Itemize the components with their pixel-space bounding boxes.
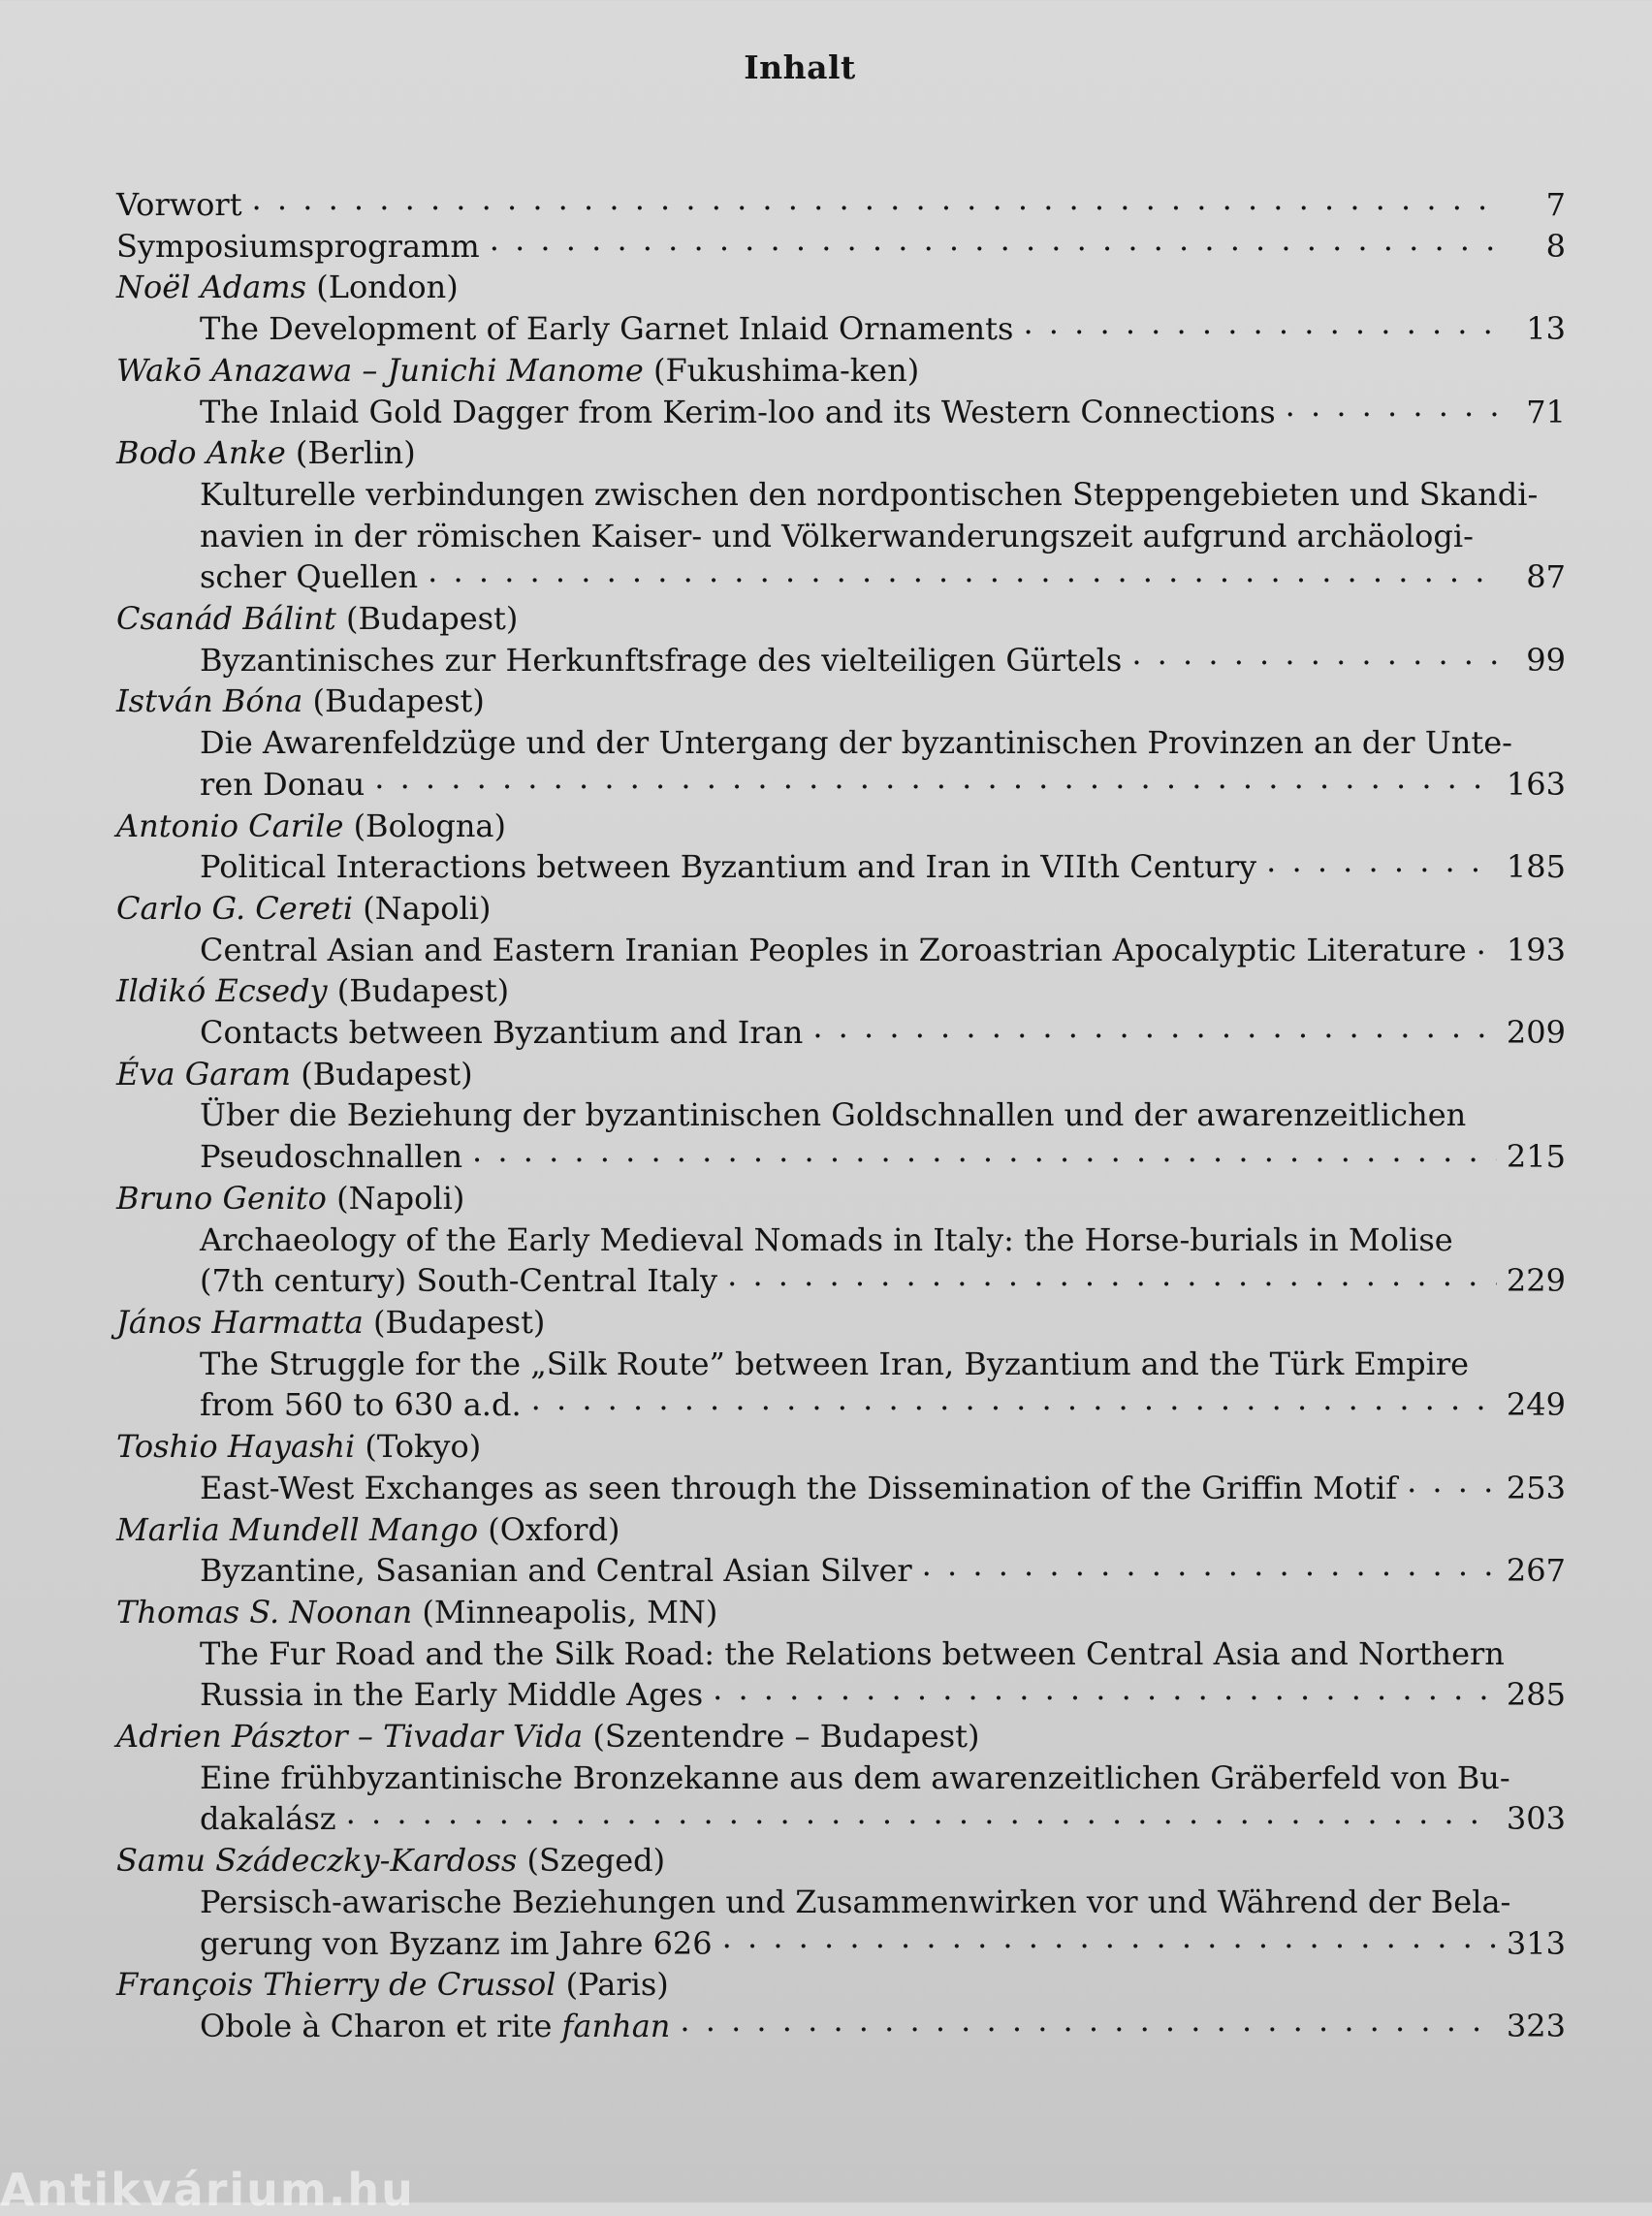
page-number: 215 bbox=[1506, 1138, 1566, 1176]
entry-title: Eine frühbyzantinische Bronzekanne aus dem awarenzeitlichen Gräberfeld von Bu- bbox=[200, 1758, 1510, 1796]
author-name: Carlo G. Cereti bbox=[116, 889, 354, 927]
toc-author-line bbox=[116, 1840, 1566, 1882]
entry-title: Persisch-awarische Beziehungen und Zusammenwirken vor und Während der Bela- bbox=[200, 1883, 1511, 1920]
toc-title-line bbox=[116, 1094, 1566, 1136]
author-name: Toshio Hayashi bbox=[116, 1428, 356, 1466]
author-name: Csanád Bálint bbox=[116, 600, 336, 638]
toc-author-line bbox=[116, 1592, 1566, 1633]
page-number: 193 bbox=[1506, 931, 1566, 968]
toc-title-line bbox=[116, 1219, 1566, 1261]
dot-leader bbox=[722, 1932, 1497, 1963]
dot-leader bbox=[490, 236, 1498, 267]
page-number: 87 bbox=[1526, 558, 1566, 596]
author-place: (Fukushima-ken) bbox=[652, 351, 920, 389]
author-place: (Budapest) bbox=[312, 682, 485, 720]
entry-title: Die Awarenfeldzüge und der Untergang der byzantinischen Provinzen an der Unte- bbox=[200, 724, 1512, 762]
dot-leader bbox=[531, 1394, 1497, 1425]
dot-leader bbox=[1023, 318, 1498, 349]
page-number: 267 bbox=[1506, 1552, 1566, 1590]
author-name: Wakō Anazawa – Junichi Manome bbox=[116, 351, 644, 389]
entry-title: The Inlaid Gold Dagger from Kerim-loo and its Western Connections bbox=[200, 393, 1276, 430]
author-name: Noël Adams bbox=[116, 269, 307, 306]
page-number: 163 bbox=[1506, 765, 1566, 803]
author-place: (Tokyo) bbox=[365, 1428, 482, 1466]
toc-title-line bbox=[116, 474, 1566, 516]
entry-title: gerung von Byzanz im Jahre 626 bbox=[200, 1924, 713, 1962]
author-place: (Napoli) bbox=[336, 1179, 465, 1217]
dot-leader bbox=[922, 1560, 1497, 1591]
toc-title-line bbox=[116, 1550, 1566, 1592]
toc-title-line bbox=[116, 1674, 1566, 1716]
toc-title-line bbox=[116, 1260, 1566, 1302]
entry-title: The Struggle for the „Silk Route” between Iran, Byzantium and the Türk Empire bbox=[200, 1345, 1470, 1382]
dot-leader bbox=[1131, 649, 1498, 681]
dot-leader bbox=[472, 1146, 1497, 1177]
author-name: Samu Szádeczky-Kardoss bbox=[116, 1842, 518, 1880]
author-place: (Oxford) bbox=[488, 1510, 620, 1548]
toc-author-line bbox=[116, 1426, 1566, 1468]
dot-leader bbox=[374, 774, 1497, 805]
entry-title: (7th century) South-Central Italy bbox=[200, 1262, 718, 1300]
toc-front-entry bbox=[116, 226, 1566, 268]
author-name: Bodo Anke bbox=[116, 434, 286, 472]
author-place: (Szeged) bbox=[526, 1842, 666, 1880]
toc-title-line bbox=[116, 516, 1566, 557]
entry-title: navien in der römischen Kaiser- und Völkerwanderungszeit aufgrund archäologi- bbox=[200, 517, 1474, 554]
toc-title-line bbox=[116, 392, 1566, 433]
entry-title: Über die Beziehung der byzantinischen Goldschnallen und der awarenzeitlichen bbox=[200, 1096, 1467, 1134]
toc-title-line bbox=[116, 556, 1566, 598]
entry-title: The Fur Road and the Silk Road: the Relations between Central Asia and Northern bbox=[200, 1634, 1505, 1672]
author-place: (London) bbox=[316, 269, 459, 306]
dot-leader bbox=[680, 2015, 1497, 2046]
author-place: (Paris) bbox=[565, 1966, 669, 2004]
toc-author-line bbox=[116, 681, 1566, 722]
author-name: Thomas S. Noonan bbox=[116, 1593, 413, 1630]
toc-title-line bbox=[116, 640, 1566, 681]
entry-title: Pseudoschnallen bbox=[200, 1138, 463, 1176]
toc-front-entry bbox=[116, 184, 1566, 226]
page-number: 99 bbox=[1526, 641, 1566, 679]
toc-author-line bbox=[116, 1054, 1566, 1095]
toc-title-line bbox=[116, 1923, 1566, 1965]
table-of-contents bbox=[116, 184, 1566, 2047]
dot-leader bbox=[1407, 1477, 1497, 1508]
toc-title-line bbox=[116, 1136, 1566, 1178]
page-number: 7 bbox=[1545, 186, 1566, 223]
toc-title-line bbox=[116, 1468, 1566, 1509]
toc-title-line bbox=[116, 2006, 1566, 2047]
toc-author-line bbox=[116, 1716, 1566, 1757]
toc-title-line bbox=[116, 1384, 1566, 1426]
author-place: (Budapest) bbox=[301, 1055, 473, 1092]
author-place: (Budapest) bbox=[346, 600, 519, 638]
page-number: 8 bbox=[1545, 227, 1566, 265]
entry-title: Symposiumsprogramm bbox=[116, 227, 480, 265]
entry-title: Vorwort bbox=[116, 186, 242, 223]
author-name: István Bóna bbox=[116, 682, 303, 720]
entry-title: Central Asian and Eastern Iranian Peoples in Zoroastrian Apocalyptic Literature bbox=[200, 931, 1467, 968]
toc-author-line bbox=[116, 1178, 1566, 1219]
toc-title-line bbox=[116, 1344, 1566, 1385]
entry-title: Byzantinisches zur Herkunftsfrage des vielteiligen Gürtels bbox=[200, 641, 1123, 679]
entry-title: Byzantine, Sasanian and Central Asian Silver bbox=[200, 1552, 912, 1590]
dot-leader bbox=[713, 1684, 1497, 1715]
dot-leader bbox=[1477, 938, 1497, 969]
toc-author-line bbox=[116, 888, 1566, 930]
toc-title-line bbox=[116, 1798, 1566, 1840]
toc-title-line bbox=[116, 1633, 1566, 1675]
page-number: 323 bbox=[1506, 2007, 1566, 2044]
toc-title-line bbox=[116, 764, 1566, 806]
toc-title-line bbox=[116, 722, 1566, 764]
author-name: János Harmatta bbox=[116, 1303, 364, 1341]
toc-title-line bbox=[116, 930, 1566, 971]
toc-title-line bbox=[116, 1012, 1566, 1054]
toc-title-line bbox=[116, 846, 1566, 888]
italic-term: fanhan bbox=[561, 2007, 671, 2044]
toc-author-line bbox=[116, 598, 1566, 640]
toc-title-line bbox=[116, 1757, 1566, 1799]
entry-title: ren Donau bbox=[200, 765, 365, 803]
entry-title: Political Interactions between Byzantium and Iran in VIIth Century bbox=[200, 848, 1257, 886]
toc-title-line bbox=[116, 1882, 1566, 1923]
dot-leader bbox=[727, 1270, 1497, 1301]
author-place: (Budapest) bbox=[336, 972, 510, 1010]
page-number: 303 bbox=[1506, 1800, 1566, 1838]
author-name: Bruno Genito bbox=[116, 1179, 327, 1217]
page-number: 71 bbox=[1526, 393, 1566, 430]
author-place: (Minneapolis, MN) bbox=[422, 1593, 718, 1630]
entry-title: Archaeology of the Early Medieval Nomads in Italy: the Horse-burials in Molise bbox=[200, 1220, 1453, 1258]
toc-author-line bbox=[116, 806, 1566, 847]
entry-title: East-West Exchanges as seen through the Dissemination of the Griffin Motif bbox=[200, 1469, 1398, 1506]
author-name: Adrien Pásztor – Tivadar Vida bbox=[116, 1718, 584, 1756]
dot-leader bbox=[346, 1808, 1497, 1839]
author-place: (Bologna) bbox=[353, 807, 506, 844]
page-number: 13 bbox=[1526, 310, 1566, 348]
page-title: Inhalt bbox=[744, 48, 856, 86]
toc-author-line bbox=[116, 1509, 1566, 1551]
entry-title: Kulturelle verbindungen zwischen den nordpontischen Steppengebieten und Skandi- bbox=[200, 475, 1539, 513]
page-number: 285 bbox=[1506, 1676, 1566, 1714]
toc-author-line bbox=[116, 267, 1566, 308]
author-place: (Napoli) bbox=[363, 889, 492, 927]
page-number: 253 bbox=[1506, 1469, 1566, 1506]
entry-title: Obole à Charon et rite fanhan bbox=[200, 2007, 671, 2044]
dot-leader bbox=[1286, 400, 1498, 431]
dot-leader bbox=[252, 194, 1498, 225]
watermark: Antikvárium.hu bbox=[0, 2164, 415, 2216]
entry-title: Russia in the Early Middle Ages bbox=[200, 1676, 704, 1714]
author-name: Marlia Mundell Mango bbox=[116, 1510, 479, 1548]
toc-author-line bbox=[116, 350, 1566, 392]
entry-title: The Development of Early Garnet Inlaid Ornaments bbox=[200, 310, 1014, 348]
author-place: (Berlin) bbox=[295, 434, 416, 472]
author-place: (Budapest) bbox=[373, 1303, 546, 1341]
author-name: François Thierry de Crussol bbox=[116, 1966, 556, 2004]
page-number: 185 bbox=[1506, 848, 1566, 886]
toc-author-line bbox=[116, 432, 1566, 474]
author-place: (Szentendre – Budapest) bbox=[592, 1718, 980, 1756]
page-number: 209 bbox=[1506, 1014, 1566, 1052]
page-number: 229 bbox=[1506, 1262, 1566, 1300]
page-number: 249 bbox=[1506, 1386, 1566, 1424]
entry-title: dakalász bbox=[200, 1800, 336, 1838]
page-number: 313 bbox=[1506, 1924, 1566, 1962]
entry-title: Contacts between Byzantium and Iran bbox=[200, 1014, 804, 1052]
toc-title-line bbox=[116, 308, 1566, 350]
dot-leader bbox=[428, 566, 1498, 597]
toc-author-line bbox=[116, 1964, 1566, 2006]
author-name: Éva Garam bbox=[116, 1055, 292, 1092]
entry-title: from 560 to 630 a.d. bbox=[200, 1386, 522, 1424]
author-name: Antonio Carile bbox=[116, 807, 344, 844]
toc-author-line bbox=[116, 1302, 1566, 1344]
toc-author-line bbox=[116, 970, 1566, 1012]
dot-leader bbox=[812, 1022, 1497, 1053]
entry-title: scher Quellen bbox=[200, 558, 419, 596]
author-name: Ildikó Ecsedy bbox=[116, 972, 328, 1010]
dot-leader bbox=[1266, 856, 1497, 887]
